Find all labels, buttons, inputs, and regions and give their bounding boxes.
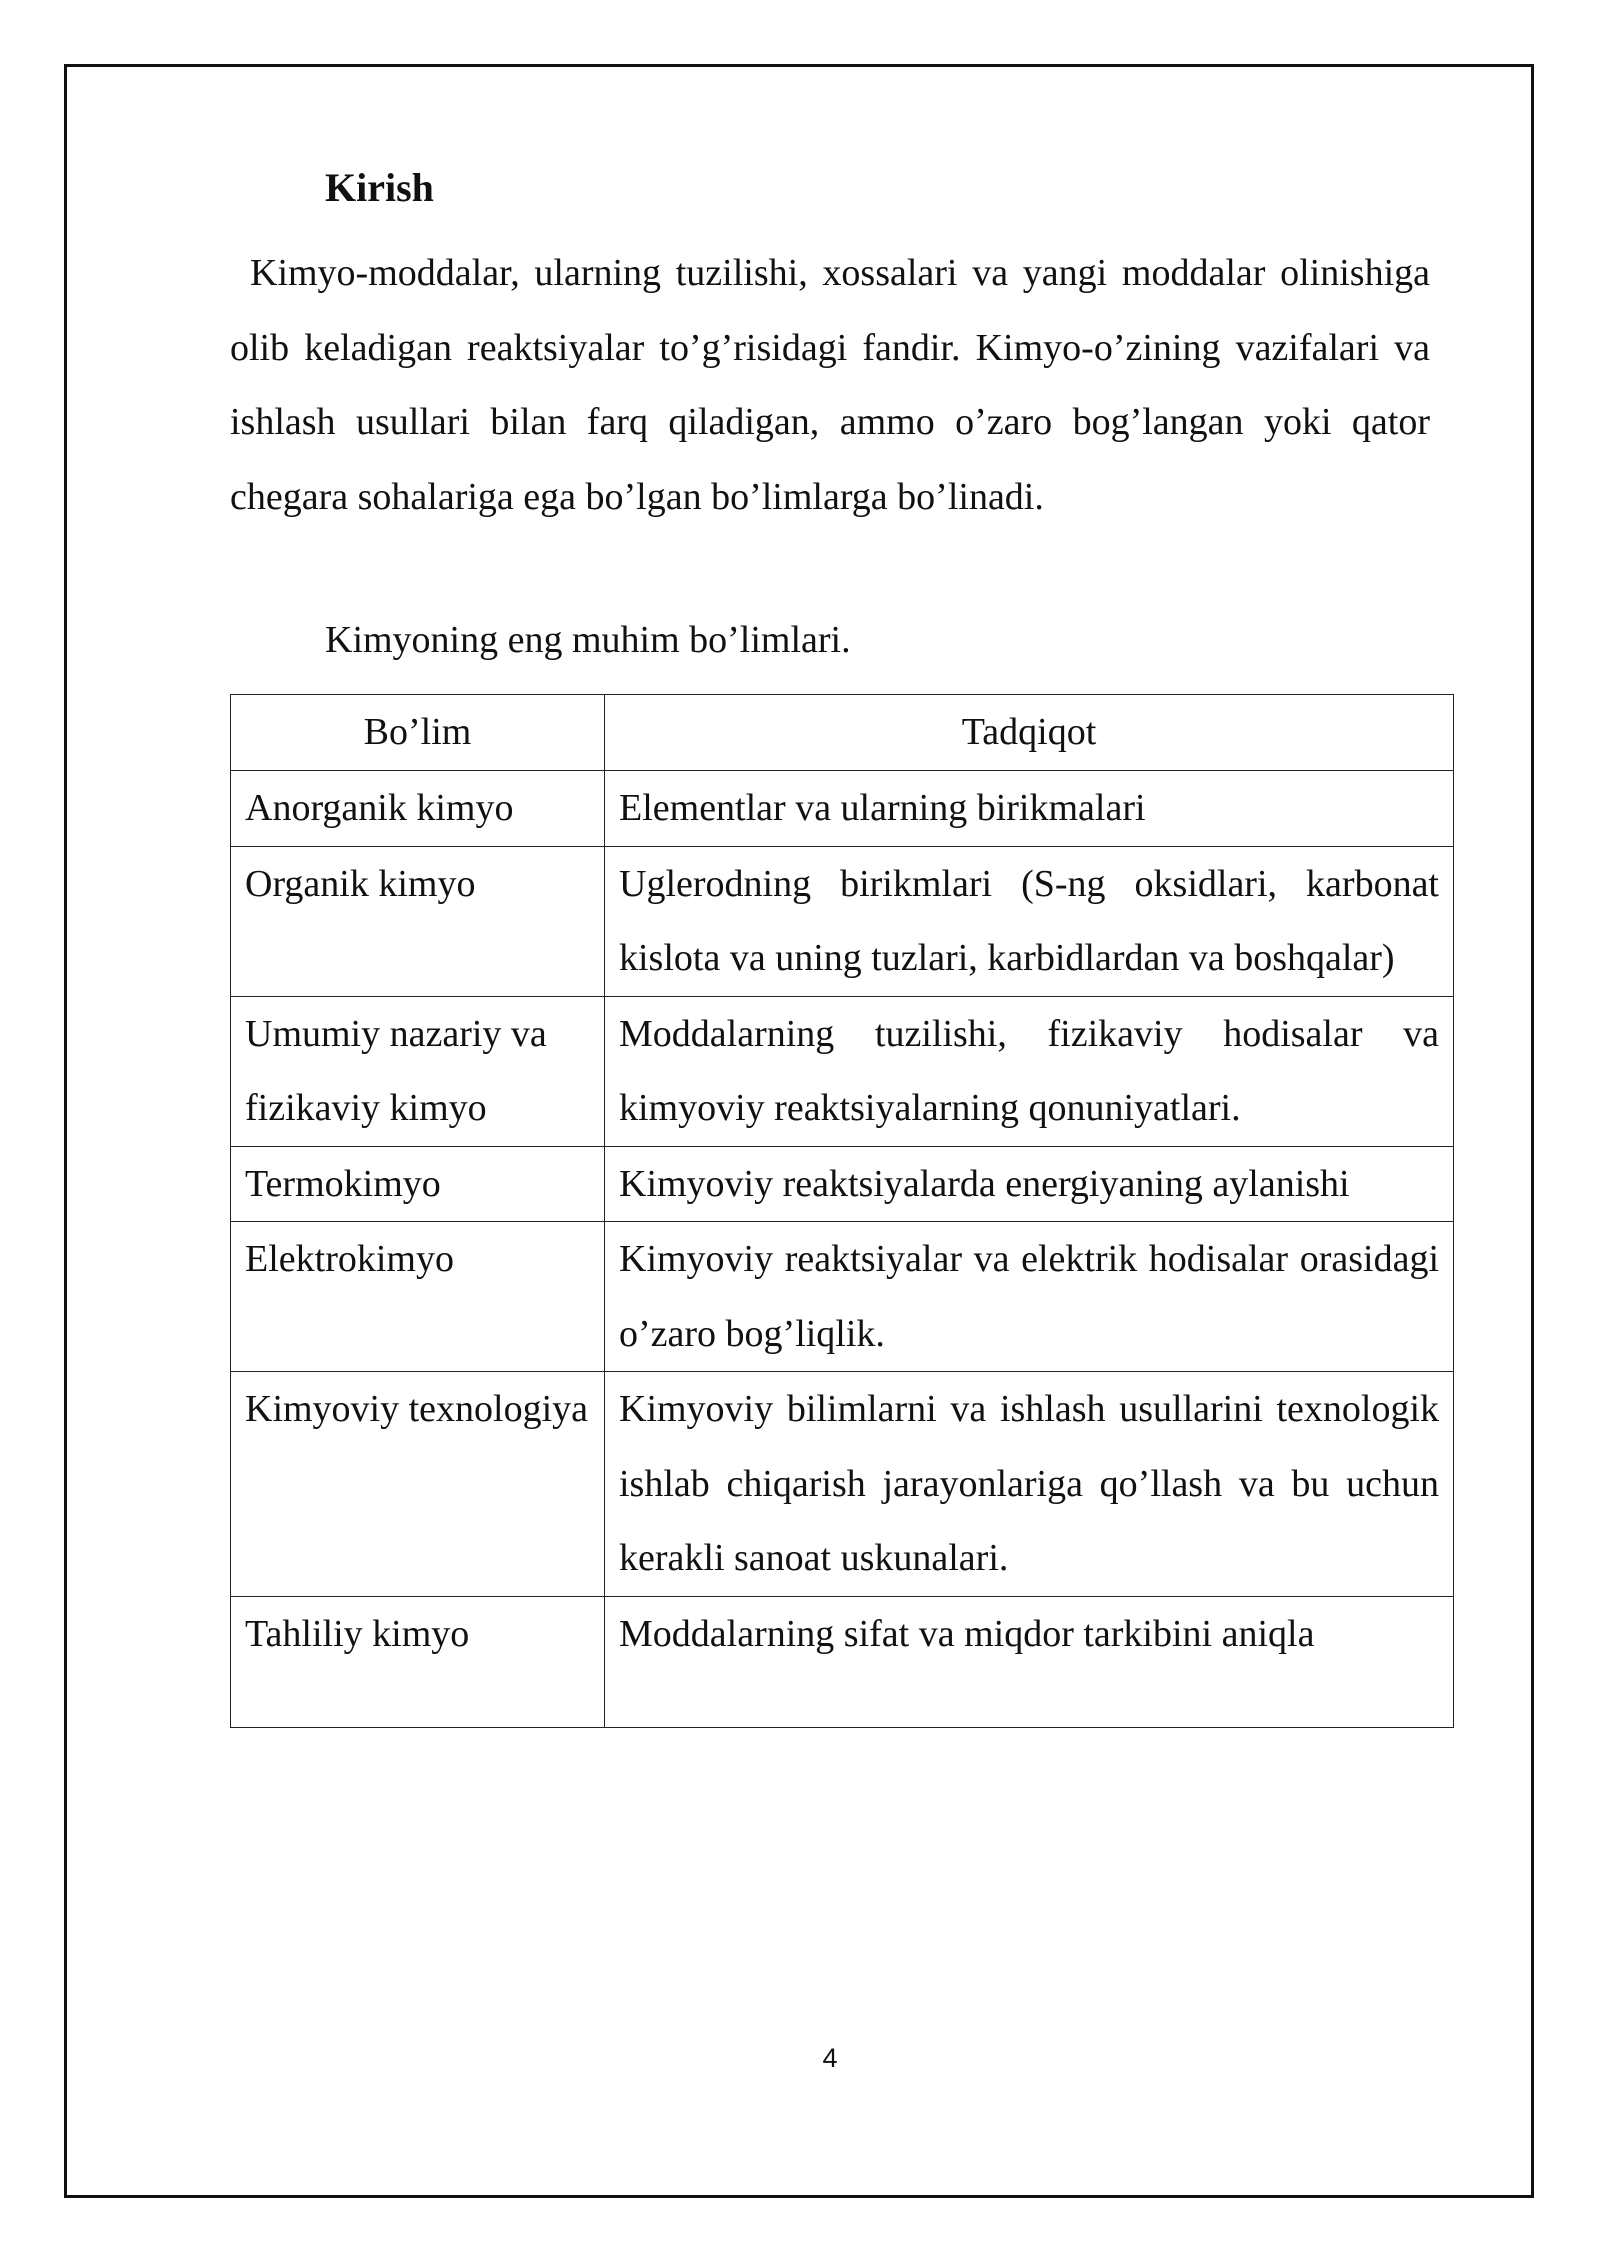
table-caption: Kimyoning eng muhim bo’limlari. — [325, 619, 851, 661]
cell-section: Elektrokimyo — [231, 1222, 605, 1372]
chemistry-sections-table — [230, 694, 1454, 1728]
cell-section: Kimyoviy texnologiya — [231, 1372, 605, 1597]
header-section: Bo’lim — [231, 695, 605, 771]
cell-section: Tahliliy kimyo — [231, 1596, 605, 1727]
cell-section: Anorganik kimyo — [231, 771, 605, 847]
cell-research: Uglerodning birikmlari (S-ng oksidlari, karbonat kislota va uning tuzlari, karbidlardan va boshqalar) — [605, 846, 1454, 996]
cell-section: Umumiy nazariy va fizikaviy kimyo — [231, 996, 605, 1146]
table-row — [231, 1222, 1454, 1372]
cell-research: Kimyoviy reaktsiyalarda energiyaning aylanishi — [605, 1146, 1454, 1222]
table-row — [231, 771, 1454, 847]
intro-paragraph: Kimyo-moddalar, ularning tuzilishi, xossalari va yangi moddalar olinishiga olib keladigan reaktsiyalar to’g’risidagi fandir. Kimyo-o’zining vazifalari va ishlash usullari bilan farq qiladigan, ammo o’zaro bog’langan yoki qator chegara sohalariga ega bo’lgan bo’limlarga bo’linadi. — [230, 252, 1430, 518]
table-row — [231, 1146, 1454, 1222]
cell-section: Organik kimyo — [231, 846, 605, 996]
table-row — [231, 1372, 1454, 1597]
table-row — [231, 846, 1454, 996]
cell-research: Elementlar va ularning birikmalari — [605, 771, 1454, 847]
cell-research: Kimyoviy reaktsiyalar va elektrik hodisalar orasidagi o’zaro bog’liqlik. — [605, 1222, 1454, 1372]
cell-research: Moddalarning tuzilishi, fizikaviy hodisalar va kimyoviy reaktsiyalarning qonuniyatlari. — [605, 996, 1454, 1146]
page-number: 4 — [822, 2043, 838, 2073]
cell-research: Moddalarning sifat va miqdor tarkibini aniqla — [605, 1596, 1454, 1727]
table-header-row — [231, 695, 1454, 771]
cell-section: Termokimyo — [231, 1146, 605, 1222]
section-heading: Kirish — [325, 165, 434, 210]
table-row — [231, 996, 1454, 1146]
header-research: Tadqiqot — [605, 695, 1454, 771]
cell-research: Kimyoviy bilimlarni va ishlash usullarini texnologik ishlab chiqarish jarayonlariga qo’llash va bu uchun kerakli sanoat uskunalari. — [605, 1372, 1454, 1597]
table-row — [231, 1596, 1454, 1727]
